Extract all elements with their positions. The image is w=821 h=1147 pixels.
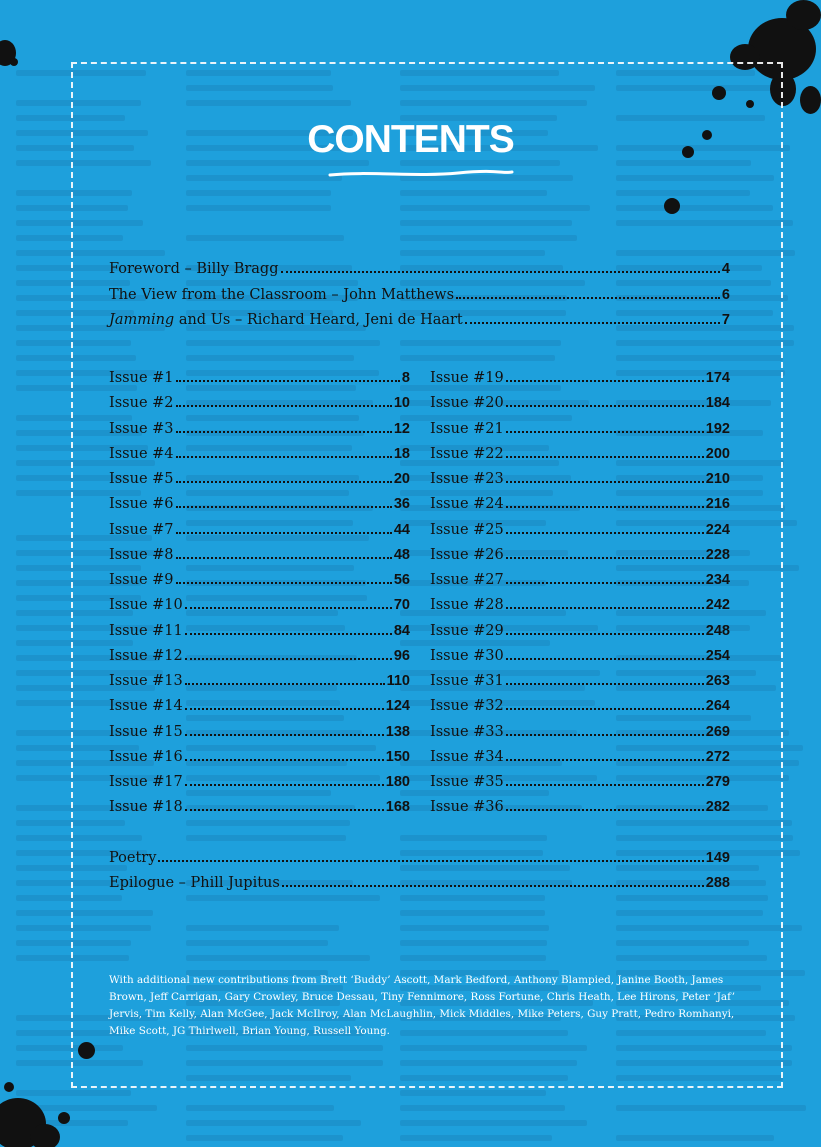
toc-entry	[109, 672, 410, 690]
toc-entry-label: Issue #27	[430, 572, 504, 588]
dot-leader	[176, 557, 392, 559]
toc-page-number: 20	[393, 471, 410, 487]
toc-entry-label: Issue #12	[109, 647, 183, 664]
toc-page-number: 216	[705, 496, 730, 513]
toc-page-number: 48	[393, 546, 410, 563]
toc-entry	[109, 748, 410, 766]
toc-page-number: 264	[705, 698, 730, 715]
dot-leader	[506, 532, 704, 534]
dot-leader	[506, 683, 704, 685]
toc-page-number: 180	[385, 774, 410, 790]
dot-leader	[282, 885, 704, 887]
toc-entry-label: Issue #22	[430, 445, 504, 462]
dot-leader	[506, 405, 704, 407]
dot-leader	[506, 784, 704, 786]
dot-leader	[185, 809, 384, 811]
dot-leader	[506, 658, 704, 660]
toc-page-number: 6	[721, 286, 730, 303]
toc-entry	[109, 521, 410, 539]
toc-page-number: 44	[393, 521, 410, 538]
toc-page-number: 210	[705, 471, 730, 487]
dot-leader	[158, 860, 703, 862]
toc-entry	[109, 369, 410, 387]
toc-page-number: 263	[705, 673, 730, 689]
toc-page-number: 10	[393, 395, 410, 412]
texture-line	[400, 1105, 565, 1111]
toc-entry-label: Issue #20	[430, 395, 504, 412]
dot-leader	[506, 708, 704, 710]
toc-entry	[109, 445, 410, 463]
dot-leader	[185, 708, 384, 710]
toc-page-number: 8	[401, 370, 410, 386]
toc-entry	[109, 470, 410, 488]
dot-leader	[185, 633, 392, 635]
dot-leader	[185, 734, 384, 736]
texture-line	[186, 1105, 334, 1111]
dot-leader	[506, 431, 704, 433]
toc-entry-label: Issue #7	[109, 521, 174, 538]
toc-page-number: 282	[705, 799, 730, 816]
dot-leader	[506, 481, 704, 483]
toc-entry	[109, 420, 410, 438]
toc-entry-label: Epilogue – Phill Jupitus	[109, 875, 280, 891]
toc-entry-label: Issue #16	[109, 748, 183, 765]
toc-entry	[109, 546, 410, 564]
toc-entry-label: Issue #23	[430, 471, 504, 487]
toc-entry-label: Issue #21	[430, 420, 504, 437]
toc-page-number: 200	[705, 445, 730, 462]
dot-leader	[506, 582, 704, 584]
toc-entry-label: Issue #31	[430, 673, 504, 689]
dot-leader	[176, 405, 392, 407]
texture-line	[186, 1120, 361, 1126]
toc-entry-label: Issue #33	[430, 723, 504, 740]
toc-entry-label: The View from the Classroom – John Matthews	[109, 286, 455, 303]
dot-leader	[506, 809, 704, 811]
toc-entry	[109, 773, 410, 791]
toc-entry	[109, 723, 410, 741]
toc-entry	[109, 311, 730, 329]
toc-entry	[109, 849, 730, 867]
toc-entry	[430, 470, 730, 488]
toc-page-number: 138	[385, 723, 410, 740]
toc-page-number: 242	[705, 597, 730, 614]
dot-leader	[456, 297, 720, 299]
dot-leader	[176, 431, 392, 433]
toc-page-number: 56	[393, 572, 410, 588]
toc-entry-label: Issue #32	[430, 698, 504, 715]
toc-entry-label: Issue #35	[430, 774, 504, 790]
toc-page-number: 70	[393, 597, 410, 614]
toc-entry	[109, 571, 410, 589]
toc-entry-label: Issue #4	[109, 445, 174, 462]
toc-entry-label: Foreword – Billy Bragg	[109, 261, 279, 277]
toc-entry	[109, 798, 410, 816]
toc-page-number: 150	[385, 748, 410, 765]
dot-leader	[185, 607, 392, 609]
toc-page-number: 254	[705, 647, 730, 664]
toc-entry	[430, 420, 730, 438]
toc-page-number: 36	[393, 496, 410, 513]
toc-entry-label-italic: Jamming	[109, 312, 175, 328]
toc-entry-label: Issue #1	[109, 370, 174, 386]
toc-entry	[430, 798, 730, 816]
toc-entry-label	[109, 311, 463, 329]
toc-entry	[430, 723, 730, 741]
toc-entry	[109, 874, 730, 892]
dot-leader	[506, 380, 704, 382]
texture-line	[400, 1120, 587, 1126]
dot-leader	[176, 506, 392, 508]
toc-page-number: 18	[393, 445, 410, 462]
contributors-note: With additional new contributions from Brett ‘Buddy’ Ascott, Mark Bedford, Anthony Blampied, Janine Booth, James Brown, Jeff Carrigan, Gary Crowley, Bruce Dessau, Tiny Fennimore, Ross Fortune, Chris Heath, Lee Hirons, Peter ‘Jaf’ Jervis, Tim Kelly, Alan McGee, Jack McIlroy, Alan McLaughlin, Mick Middles, Mike Peters, Guy Pratt, Pedro Romhanyi, Mike Scott, JG Thirlwell, Brian Young, Russell Young.	[109, 974, 736, 1037]
toc-entry-label: Issue #18	[109, 799, 183, 816]
toc-entry	[109, 697, 410, 715]
toc-entry-label: Issue #25	[430, 521, 504, 538]
toc-page-number: 84	[393, 622, 410, 639]
page-title: CONTENTS	[307, 118, 514, 161]
dot-leader	[506, 456, 704, 458]
toc-page-number: 174	[705, 370, 730, 386]
toc-page-number: 269	[705, 723, 730, 740]
toc-entry-label: Issue #6	[109, 496, 174, 513]
toc-entry	[430, 571, 730, 589]
toc-entry	[430, 394, 730, 412]
toc-entry-label: Issue #5	[109, 471, 174, 487]
toc-page-number: 168	[385, 799, 410, 816]
dot-leader	[185, 683, 385, 685]
dot-leader	[176, 582, 392, 584]
toc-entry	[109, 596, 410, 614]
title-underline	[328, 168, 514, 180]
texture-line	[400, 1090, 546, 1096]
toc-page-number: 7	[721, 312, 730, 328]
toc-page-number: 184	[705, 395, 730, 412]
dot-leader	[176, 456, 392, 458]
toc-entry-label: Issue #36	[430, 799, 504, 816]
toc-entry	[109, 260, 730, 278]
toc-page-number: 96	[393, 647, 410, 664]
dot-leader	[506, 607, 704, 609]
toc-entry	[430, 748, 730, 766]
toc-entry	[430, 622, 730, 640]
toc-entry-label: Poetry	[109, 850, 157, 866]
toc-page-number: 149	[705, 850, 730, 866]
toc-page-number: 279	[705, 774, 730, 790]
toc-entry-label-rest: and Us – Richard Heard, Jeni de Haart	[174, 312, 463, 328]
toc-page-number: 110	[386, 673, 410, 689]
toc-entry-label: Issue #2	[109, 395, 174, 412]
dot-leader	[176, 380, 400, 382]
dot-leader	[506, 557, 704, 559]
toc-entry-label: Issue #8	[109, 546, 174, 563]
toc-entry	[430, 697, 730, 715]
toc-entry	[430, 596, 730, 614]
toc-page-number: 4	[721, 261, 730, 277]
toc-entry-label: Issue #34	[430, 748, 504, 765]
toc-entry-label: Issue #24	[430, 496, 504, 513]
toc-entry-label: Issue #11	[109, 622, 183, 639]
toc-page-number: 288	[705, 875, 730, 891]
toc-entry	[109, 394, 410, 412]
toc-page-number: 272	[705, 748, 730, 765]
toc-entry-label: Issue #15	[109, 723, 183, 740]
toc-entry-label: Issue #3	[109, 420, 174, 437]
dot-leader	[176, 532, 392, 534]
toc-entry	[109, 622, 410, 640]
dot-leader	[185, 759, 384, 761]
dot-leader	[185, 658, 392, 660]
toc-entry-label: Issue #17	[109, 774, 183, 790]
dot-leader	[506, 759, 704, 761]
toc-entry-label: Issue #29	[430, 622, 504, 639]
toc-entry	[430, 445, 730, 463]
toc-page-number: 234	[705, 572, 730, 588]
toc-entry	[109, 286, 730, 304]
toc-entry-label: Issue #30	[430, 647, 504, 664]
toc-entry	[430, 369, 730, 387]
texture-line	[186, 1135, 343, 1141]
toc-page-number: 12	[393, 420, 410, 437]
texture-line	[16, 1090, 131, 1096]
toc-entry-label: Issue #19	[430, 370, 504, 386]
toc-page-number: 248	[705, 622, 730, 639]
dot-leader	[281, 271, 720, 273]
dot-leader	[506, 633, 704, 635]
toc-entry-label: Issue #14	[109, 698, 183, 715]
toc-entry-label: Issue #26	[430, 546, 504, 563]
toc-entry	[430, 495, 730, 513]
toc-entry-label: Issue #28	[430, 597, 504, 614]
texture-line	[616, 1135, 774, 1141]
toc-entry	[430, 672, 730, 690]
toc-entry-label: Issue #10	[109, 597, 183, 614]
texture-line	[400, 1135, 552, 1141]
toc-page-number: 224	[705, 521, 730, 538]
toc-entry	[430, 647, 730, 665]
toc-entry	[430, 546, 730, 564]
dot-leader	[185, 784, 384, 786]
dot-leader	[465, 322, 720, 324]
dot-leader	[506, 734, 704, 736]
toc-entry	[430, 773, 730, 791]
toc-entry-label: Issue #13	[109, 673, 183, 689]
toc-page-number: 124	[385, 698, 410, 715]
toc-entry	[109, 647, 410, 665]
toc-page-number: 228	[705, 546, 730, 563]
dot-leader	[176, 481, 392, 483]
toc-entry	[430, 521, 730, 539]
texture-line	[616, 1105, 806, 1111]
dot-leader	[506, 506, 704, 508]
toc-page-number: 192	[705, 420, 730, 437]
toc-entry-label: Issue #9	[109, 572, 174, 588]
toc-entry	[109, 495, 410, 513]
